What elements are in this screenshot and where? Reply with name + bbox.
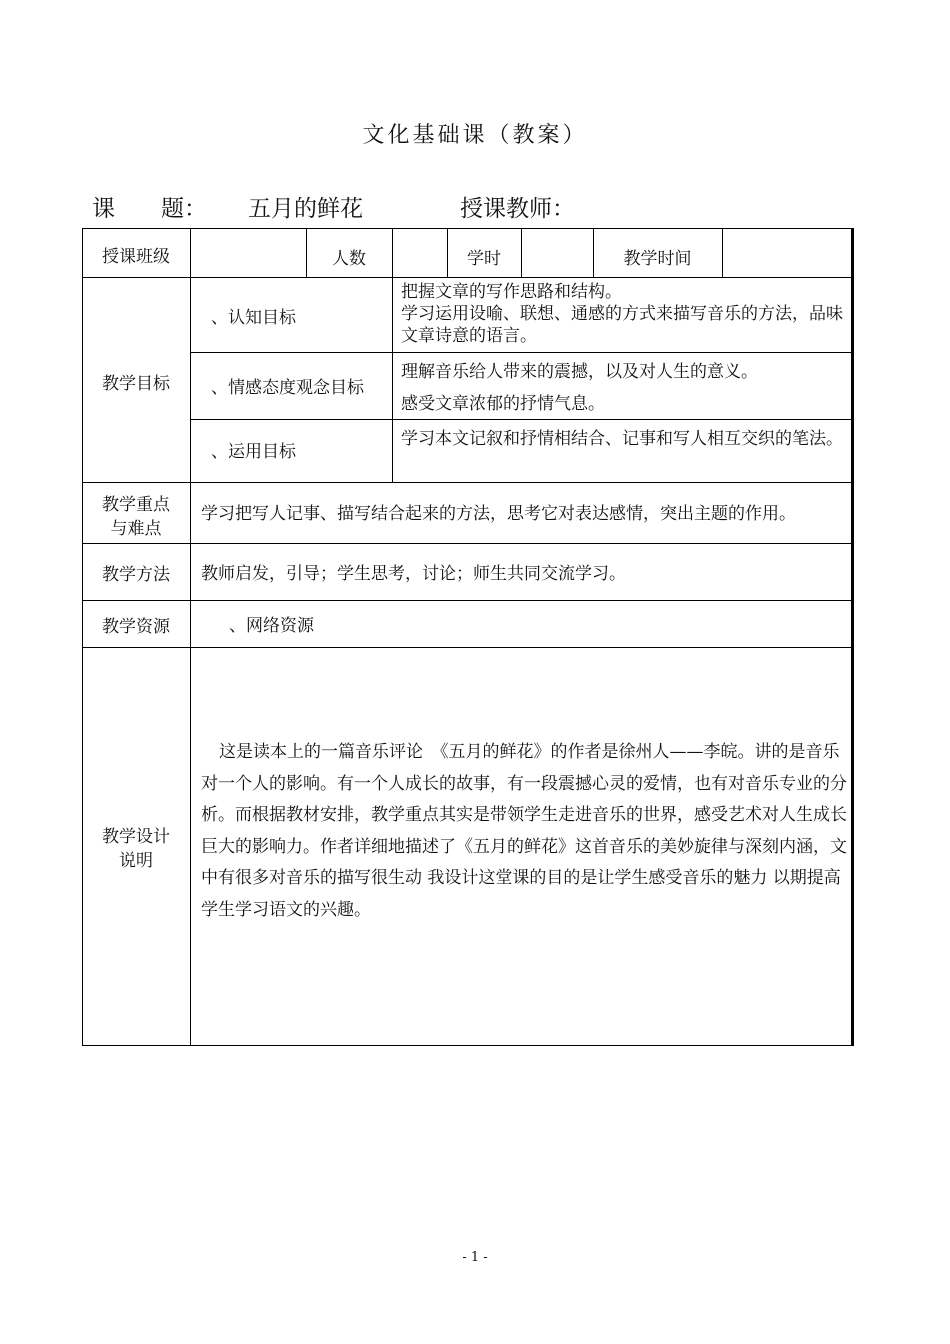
row-divider bbox=[82, 543, 854, 544]
count-label: 人数 bbox=[332, 249, 366, 269]
affective-text-1: 理解音乐给人带来的震撼，以及对人生的意义。 bbox=[401, 362, 758, 382]
hours-label: 学时 bbox=[467, 249, 501, 269]
design-label-2: 说明 bbox=[119, 851, 153, 871]
row-divider bbox=[82, 482, 854, 483]
objectives-label: 教学目标 bbox=[102, 374, 170, 394]
affective-text-2: 感受文章浓郁的抒情气息。 bbox=[401, 394, 605, 414]
teacher-label: 授课教师： bbox=[460, 196, 575, 222]
page-number: - 1 - bbox=[462, 1250, 488, 1265]
table-right-border bbox=[851, 228, 854, 1046]
col-divider bbox=[521, 228, 522, 277]
keypoints-label-1: 教学重点 bbox=[102, 495, 170, 515]
cognitive-label: 、认知目标 bbox=[211, 308, 296, 328]
design-label-1: 教学设计 bbox=[102, 827, 170, 847]
topic-value: 五月的鲜花 bbox=[248, 196, 363, 222]
method-text: 教师启发，引导；学生思考，讨论；师生共同交流学习。 bbox=[201, 564, 626, 584]
row-divider bbox=[82, 277, 854, 278]
keypoints-text: 学习把写人记事、描写结合起来的方法，思考它对表达感情，突出主题的作用。 bbox=[201, 504, 796, 524]
time-label: 教学时间 bbox=[623, 249, 692, 269]
cognitive-text: 把握文章的写作思路和结构。 学习运用设喻、联想、通感的方式来描写音乐的方法，品味文章诗意的语言。 bbox=[401, 282, 843, 346]
row-divider bbox=[190, 419, 854, 420]
keypoints-label-2: 与难点 bbox=[110, 519, 162, 539]
col-divider bbox=[722, 228, 723, 277]
row-divider bbox=[82, 647, 854, 648]
col-divider bbox=[392, 228, 393, 482]
col-divider bbox=[190, 228, 191, 1046]
application-text: 学习本文记叙和抒情相结合、记事和写人相互交织的笔法。 bbox=[401, 429, 843, 449]
application-label: 、运用目标 bbox=[211, 442, 296, 462]
resources-label: 教学资源 bbox=[102, 617, 170, 637]
row-divider bbox=[190, 352, 854, 353]
affective-label: 、情感态度观念目标 bbox=[211, 378, 364, 398]
resources-text: 、网络资源 bbox=[229, 616, 314, 636]
design-text: 这是读本上的一篇音乐评论 《五月的鲜花》的作者是徐州人——李皖。讲的是音乐对一个人的影响。有一个人成长的故事，有一段震撼心灵的爱情，也有对音乐专业的分析。而根据教材安排，教学重点其实是带领学生走进音乐的世界，感受艺术对人生成长巨大的影响力。作者详细地描述了《五月的鲜花》这首音乐的美妙旋律与深刻内涵，文中有很多对音乐的描写很生动 我设计这堂课的目的是让学生感受音乐的魅力 以期提高学生学习语文的兴趣。 bbox=[201, 742, 847, 920]
row-divider bbox=[82, 600, 854, 601]
method-label: 教学方法 bbox=[102, 565, 170, 585]
topic-label: 课 题： bbox=[92, 196, 207, 222]
class-label: 授课班级 bbox=[102, 247, 170, 267]
document-title: 文化基础课（教案） bbox=[362, 123, 588, 148]
